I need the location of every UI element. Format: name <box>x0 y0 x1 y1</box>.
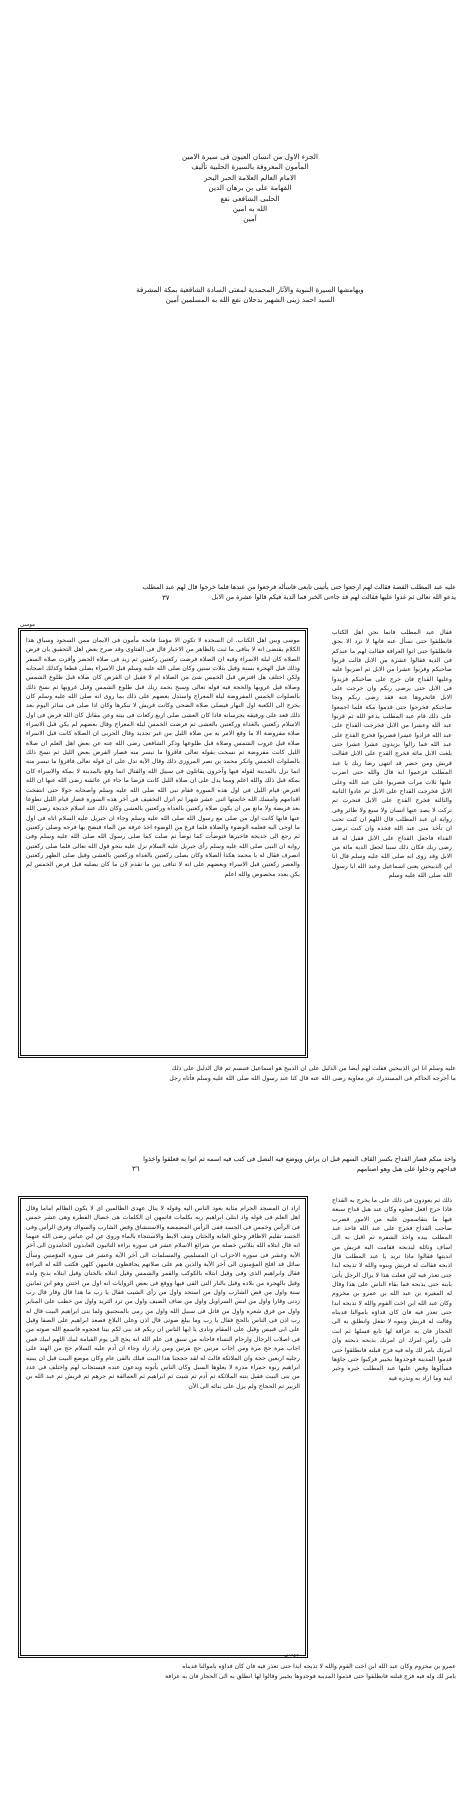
margin-text: فقال عبد المطلب فانما نحن اهل الكتاب فانطلقوا حتى نسأل عنه فانها لا ترد الا بحق فانطلقوا حتى اتوا العرافة فقالت لهم ما عندكم فى الدية فقالوا عشرة من الابل قالت قربوا صاحبكم وقربوا عشرا من الابل ثم اضربوا عليه وعليها القداح فان خرج على صاحبكم فزيدوا فى الابل حتى يرضى ربكم وان خرجت على الابل فانحروها عنه فقد رضى ربكم ونجا صاحبكم فخرجوا حتى قدموا مكة فلما اجمعوا على ذلك قام عبد المطلب يدعو الله ثم قربوا عبد الله وعشرا من الابل فخرجت القداح على عبد الله فزادوا عشرا فضربوا فخرج القدح على عبد الله فما زالوا يزيدون عشرا عشرا حتى بلغت الابل مائة فخرج القدح على الابل فقالت قريش ومن حضر قد انتهى رضا ربك يا عبد المطلب فزعموا انه قال والله حتى اضرب عليها ثلاث مرات فضربوا على عبد الله وعلى الابل فخرجت القداح على الابل ثم عادوا الثانية والثالثة فخرج القدح على الابل فنحرت ثم تركت لا يصد عنها انسان ولا سبع ولا طائر وفى رواية ان عبد المطلب قال اللهم ان كنت تحب ان تأخذ منى عبد الله فخذه وان كنت ترضى الفداء فاجعل القداح على الابل فقيل له قد رضى ربك فكان ذلك سببا لجعل الدية مائة من الابل وقد روى انه صلى الله عليه وسلم قال انا ابن الذبيحين يعنى اسماعيل وعبد الله ابا رسول الله صلى الله عليه وسلم <box>332 629 452 879</box>
page-header <box>12 1154 456 1194</box>
header-line: قداحهم ودخلوا على هبل وهو اصنامهم <box>356 1165 456 1173</box>
main-text-frame <box>18 1196 308 1658</box>
footer-line: ما أخرجه الحاكم فى المستدرك عن معاوية رضى الله عنه قال كنا عند رسول الله صلى الله عليه وسلم فأتاه رجل <box>169 1074 456 1082</box>
title-line: آمين <box>243 214 257 224</box>
title-block <box>120 152 380 225</box>
page-header <box>12 582 456 622</box>
page-footer <box>12 1064 456 1083</box>
page-number: ٣٧ <box>162 594 170 602</box>
subtitle-line: السيد احمد زينى الشهير بدحلان نفع الله به المسلمين آمين <box>165 296 335 305</box>
footer-line: بامر لك وله فيه فرج قبلته فانطلقوا حتى قدموا المدينة فوجدوها بخيبر وقالوا لها انطلق به الى الحجاز فان به عرافة <box>165 1672 456 1680</box>
title-line: الله به امين <box>232 204 268 214</box>
margin-text: ذلك ثم يعودون فى ذلك على ما يخرج به القداح فاذا خرج افعل فعلوه وكان عند هبل قداح سبعة فيها ما يتقاسمون عليه من الامور فضرب صاحب القداح فخرج على عبد الله فاخذ عبد المطلب بيده واخذ الشفرة ثم اقبل به الى اساف ونائلة ليذبحه فقامت اليه قريش من انديتها فقالوا ماذا تريد يا عبد المطلب قال اذبحه فقالت له قريش وبنوه والله لا تذبحه ابدا حتى تعذر فيه لئن فعلت هذا لا يزال الرجل يأتى بابنه حتى يذبحه فما بقاء الناس على هذا وقال له المغيرة بن عبد الله بن عمرو بن مخزوم وكان عبد الله ابن اخت القوم والله لا تذبحه ابدا حتى تعذر فيه فان كان فداؤه باموالنا فديناه وقالت له قريش وبنوه لا تفعل وانطلق به الى الحجاز فان به عرافة لها تابع فسلها ثم انت على رأس امرك ان امرتك بذبحه ذبحته وان امرتك بامر لك وله فيه فرج قبلته فانطلقوا حتى قدموا المدينة فوجدوها بخيبر فركبوا حتى جاؤها فسألوها وقص عليها عبد المطلب خبره وخبر ابنه وما اراد به ونذره فيه <box>332 1197 452 1382</box>
title-line: الفهامة على بن برهان الدين <box>208 183 292 193</box>
header-line: يدعو الله تعالى ثم غدوا عليها فقالت لهم قد جاءنى الخبر فما الدية فيكم قالوا عشرة من الابل <box>211 593 456 601</box>
header-line: عليه عبد المطلب القصة فقالت لهم ارجعوا حتى يأتينى تابعى فاسأله فرجعوا من عندها فلما خرجوا قال لهم عبد المطلب <box>142 583 456 591</box>
main-text: اراد ان المسجد الحرام مثابة يعود الناس اليه وقوله لا ينال عهدى الظالمين اى لا يكون الظالم اماما وقال اهل العلم فى قوله واذ ابتلى ابراهيم ربه بكلمات فاتمهن ان الكلمات هى خصال الفطرة وهى عشر خمس فى الرأس وخمس فى الجسد ففى الرأس المضمضة والاستنشاق وقص الشارب والسواك وفرق الرأس وفى الجسد تقليم الاظافر وحلق العانة والختان ونتف الابط والاستنجاء بالماء وروى عن ابن عباس رضى الله عنهما انه قال ابتلاه الله بثلاثين خصلة من شرائع الاسلام عشر فى سورة براءة التائبون العابدون الحامدون الى آخر الآية وعشر فى سورة الاحزاب ان المسلمين والمسلمات الى آخر الآية وعشر فى سورة المؤمنين وسأل سائل قد افلح المؤمنون الى آخر الآية والذين هم على صلاتهم يحافظون فاتمهن كلهن فكتب الله له البراءة فقال وابراهيم الذى وفى وقيل ابتلاه بالكوكب والقمر والشمس وقيل ابتلاه بالختان وقيل ابتلاه بذبح ولده وقيل بالهجرة من بلاده وقيل بالنار التى القى فيها ووقع فى بعض الروايات انه اول من اختتن وهو ابن ثمانين سنة واول من قص الشارب واول من استحد واول من رأى الشيب فقال يا رب ما هذا قال وقار قال رب زدنى وقارا واول من لبس السراويل واول من ضاف الضيف واول من ثرد الثريد واول من خطب على المنابر واول من فرق شعره واول من قاتل فى سبيل الله واول من رمى بالمنجنيق ولما بنى ابراهيم البيت قال له رب اذن فى الناس بالحج فقال يا رب وما يبلغ صوتى قال اذن وعلى البلاغ فصعد ابراهيم على الصفا وقيل على ابى قبيس وقيل على المقام ونادى يا ايها الناس ان ربكم قد بنى لكم بيتا فحجوه فاسمع الله صوته من فى اصلاب الرجال وارحام النساء فاجابه من سبق فى علم الله انه يحج الى يوم القيامة لبيك اللهم لبيك فمن اجاب مرة حج مرة ومن اجاب مرتين حج مرتين ومن زاد زاد وجاء ان آدم عليه السلام حج من الهند على رجليه اربعين حجة وان الملائكة قالت له لقد حججنا هذا البيت قبلك بالفى عام وكان موضع البيت قبل ان يبنيه ابراهيم ربوة حمراء مدرة لا يعلوها السيل وكان الناس يأتونه ويدعون عنده فيستجاب لهم واختلف فى عدد من بنى البيت فقيل بنته الملائكة ثم آدم ثم شيث ثم ابراهيم ثم العمالقة ثم جرهم ثم قريش ثم عبد الله بن الزبير ثم الحجاج ولم يزل على بنائه الى الآن <box>26 1205 300 1390</box>
subtitle-line: وبهامشها السيرة النبوية والآثار المحمدية لمفتى السادة الشافعية بمكة المشرفة <box>136 286 364 294</box>
catchword: موسى <box>284 1652 299 1658</box>
main-text-frame <box>18 628 308 1058</box>
footer-line: عليه وسلم انا ابن الذبيحين فقلت لهم أيضا من الدليل على ان الذبيح هو اسماعيل فتبسم ثم قال الدليل على ذلك <box>171 1065 456 1072</box>
margin-work-note <box>95 285 405 305</box>
title-line: الحلبى الشافعى نفع <box>220 193 280 203</box>
main-text: موسى وبين اهل الكتاب. ان السجدة لا تكون الا مؤمنا فاتحه مأمون فى الايمان ممن السجود وسياق هذا الكلام يقتضى انه لا ينافى ما ثبت بالظاهر من الاخبار قال فى الفتاوى وقد صرح بعض اهل التحقيق بان فرض الصلاة كان ليلة الاسراء وفيه ان الصلاة فرضت ركعتين ركعتين ثم زيد فى صلاة الحضر وأقرت صلاة السفر وذلك قبل الهجرة بسنة وقيل بثلاث سنين وكان صلى الله عليه وسلم قبل الاسراء يصلى قطعا وكذلك اصحابه ولكن اختلف هل افترض قبل الخمس شئ من الصلاة ام لا فقيل ان الفرض كان صلاة قبل طلوع الشمس وصلاة قبل غروبها والحجة فيه قوله تعالى وسبح بحمد ربك قبل طلوع الشمس وقبل غروبها ثم نسخ ذلك بالصلوات الخمس المفروضة ليلة المعراج واستدل بعضهم على ذلك بما روى انه صلى الله عليه وسلم كان يخرج الى الكعبة اول النهار فيصلى صلاة الضحى وكانت قريش لا تنكرها وكان اذا صلى فى سائر اليوم بعد ذلك قعد على ورفيقه يحرسانه فاذا كان العشى صلى اربع ركعات فى بيته وعن مقاتل كان الله فرض فى اول الاسلام ركعتين بالغداة وركعتين بالعشى ثم فرضت الخمس ليلة المعراج وقال بعضهم لم يكن قبل الاسراء صلاة مفروضة الا ما وقع الامر به من صلاة الليل من غير تحديد وقال الحربى ان الصلاة كانت قبل الاسراء صلاة قبل غروب الشمس وصلاة قبل طلوعها وذكر الشافعى رضى الله عنه عن بعض اهل العلم ان صلاة الليل كانت مفروضة ثم نسخت بقوله تعالى فاقرؤا ما تيسر منه فصار الفرض بعض الليل ثم نسخ ذلك بالصلوات الخمس وانكر محمد بن نصر المروزى ذلك وقال الآية تدل على ان قوله تعالى فاقرؤا ما تيسر منه انما نزل بالمدينة لقوله فيها وآخرون يقاتلون فى سبيل الله والقتال انما وقع بالمدينة لا بمكة والاسراء كان بمكة قبل ذلك والله اعلم ومما يدل على ان صلاة الليل كانت فرضا ما جاء عن عائشة رضى الله عنها ان الله افترض قيام الليل فى اول هذه السورة فقام نبى الله صلى الله عليه وسلم واصحابه حولا حتى انتفخت اقدامهم وامسك الله خاتمتها اثنى عشر شهرا ثم انزل التخفيف فى آخر هذه السورة فصار قيام الليل تطوعا بعد فريضة ولا مانع من ان يكون صلاة ركعتين بالغداة وركعتين بالعشى وكان ذلك عند اسلام خديجة رضى الله عنها فانها كانت اول من صلى مع رسول الله صلى الله عليه وسلم وجاء ان جبريل عليه السلام اتاه فى اول ما اوحى اليه فعلمه الوضوء والصلاة فلما فرغ من الوضوء اخذ غرفة من الماء فنضح بها فرجه وصلى ركعتين ثم رجع الى خديجة فاخبرها فتوضأت كما توضأ ثم صلت كما صلى رسول الله صلى الله عليه وسلم وفى رواية ان النبى صلى الله عليه وسلم رأى جبريل عليه السلام نزل عليه بنحو قول الله تعالى فلما صلى ركعتين انصرف فقال له يا محمد هكذا الصلاة وكان يصلى ركعتين بالغداة وركعتين بالعشى وقيل صلى الظهر ركعتين والعصر ركعتين قبل الاسراء وبعضهم على انه لا تنافى بين ما تقدم لان ما كان يصليه قبل فرض الخمس لم يكن بعدد مخصوص والله اعلم <box>26 637 300 878</box>
title-line: المأمون المعروفة بالسيرة الحلبية تأليف <box>191 162 309 172</box>
margin-commentary <box>332 628 452 1058</box>
page-number: ٣٦ <box>132 1165 140 1173</box>
header-line: واحد منكم قصار القداح بكسر القاف السهم قبل ان يراش ويوضع فيه النصل فى كتب فيه اسمه ثم اتوا به فعلقوا واخذوا <box>143 1155 456 1163</box>
title-line: الجزء الاول من انسان العيون فى سيرة الامين <box>182 152 318 161</box>
book-page-1 <box>12 582 456 1087</box>
book-page-2 <box>12 1154 456 1694</box>
title-line: الامام العالم العلامة الحبر البحر <box>203 172 297 182</box>
footer-line: عمرو بن مخزوم وكان عبد الله ابن اخت القوم والله لا تذبحه ابدا حتى تعذر فيه فان كان فداؤه باموالنا فديناه <box>182 1663 456 1670</box>
catchword: موسى <box>20 622 35 628</box>
margin-commentary <box>332 1196 452 1658</box>
page-footer <box>12 1662 456 1681</box>
